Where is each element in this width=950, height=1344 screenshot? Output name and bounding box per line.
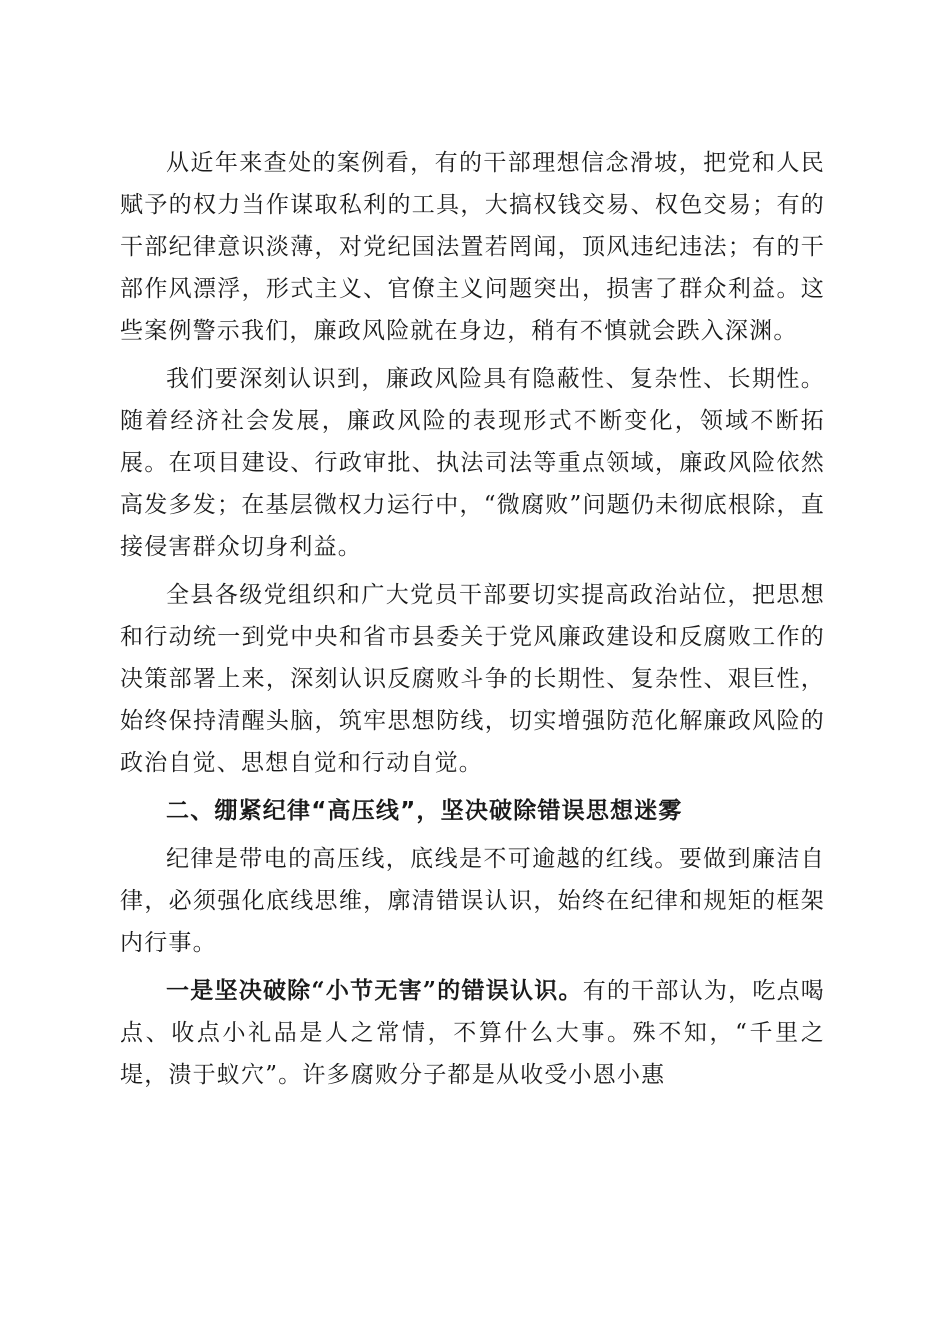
paragraph-discipline-line: 纪律是带电的高压线，底线是不可逾越的红线。要做到廉洁自律，必须强化底线思维，廓清错误认识，始终在纪律和规矩的框架内行事。 <box>120 846 825 956</box>
document-body <box>120 142 825 1102</box>
paragraph-point-one <box>120 970 825 1096</box>
section-heading-two: 二、绷紧纪律“高压线”，坚决破除错误思想迷雾 <box>166 798 683 824</box>
paragraph-case-review: 从近年来查处的案例看，有的干部理想信念滑坡，把党和人民赋予的权力当作谋取私利的工具，大搞权钱交易、权色交易；有的干部纪律意识淡薄，对党纪国法置若罔闻，顶风违纪违法；有的干部作风漂浮，形式主义、官僚主义问题突出，损害了群众利益。这些案例警示我们，廉政风险就在身边，稍有不慎就会跌入深渊。 <box>120 150 825 344</box>
paragraph-political-stance: 全县各级党组织和广大党员干部要切实提高政治站位，把思想和行动统一到党中央和省市县委关于党风廉政建设和反腐败工作的决策部署上来，深刻认识反腐败斗争的长期性、复杂性、艰巨性，始终保持清醒头脑，筑牢思想防线，切实增强防范化解廉政风险的政治自觉、思想自觉和行动自觉。 <box>120 582 825 776</box>
paragraph-risk-awareness: 我们要深刻认识到，廉政风险具有隐蔽性、复杂性、长期性。随着经济社会发展，廉政风险的表现形式不断变化，领域不断拓展。在项目建设、行政审批、执法司法等重点领域，廉政风险依然高发多发；在基层微权力运行中，“微腐败”问题仍未彻底根除，直接侵害群众切身利益。 <box>120 366 825 560</box>
point-one-text: 有的干部认为，吃点喝点、收点小礼品是人之常情，不算什么大事。殊不知，“千里之堤，溃于蚁穴”。许多腐败分子都是从收受小恩小惠 <box>120 978 826 1088</box>
point-one-lead: 一是坚决破除“小节无害”的错误认识。 <box>166 977 583 1004</box>
